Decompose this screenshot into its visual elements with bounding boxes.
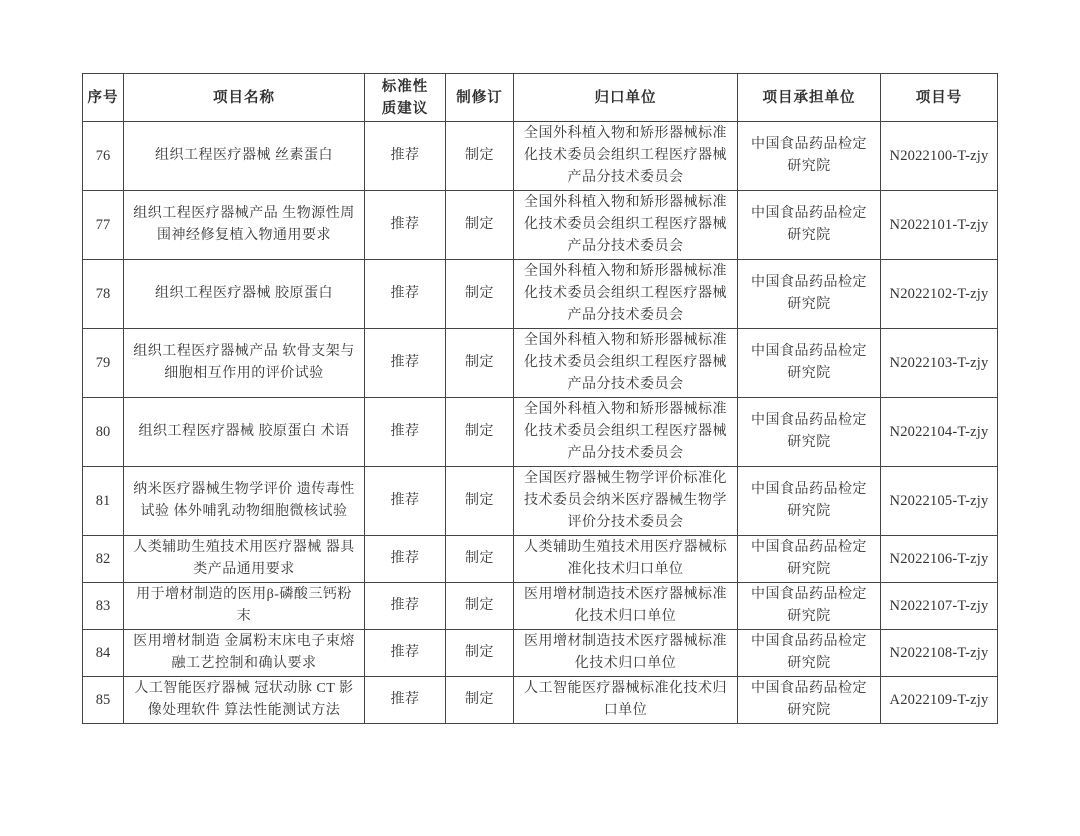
cell-standard-nature: 推荐 [365,630,446,677]
cell-centralized-unit: 全国外科植入物和矫形器械标准化技术委员会组织工程医疗器械产品分技术委员会 [514,398,738,467]
cell-centralized-unit: 人类辅助生殖技术用医疗器械标准化技术归口单位 [514,536,738,583]
cell-serial-number: 84 [83,630,124,677]
cell-revision-type: 制定 [446,122,514,191]
cell-project-name: 人类辅助生殖技术用医疗器械 器具类产品通用要求 [124,536,365,583]
cell-standard-nature: 推荐 [365,191,446,260]
table-row [83,260,998,329]
cell-undertaking-unit: 中国食品药品检定研究院 [738,191,881,260]
table-row [83,583,998,630]
cell-undertaking-unit: 中国食品药品检定研究院 [738,260,881,329]
cell-project-number: N2022108-T-zjy [881,630,998,677]
cell-centralized-unit: 医用增材制造技术医疗器械标准化技术归口单位 [514,630,738,677]
cell-serial-number: 80 [83,398,124,467]
cell-serial-number: 81 [83,467,124,536]
cell-standard-nature: 推荐 [365,122,446,191]
cell-project-name: 医用增材制造 金属粉末床电子束熔融工艺控制和确认要求 [124,630,365,677]
cell-project-name: 人工智能医疗器械 冠状动脉 CT 影像处理软件 算法性能测试方法 [124,677,365,724]
cell-serial-number: 77 [83,191,124,260]
cell-standard-nature: 推荐 [365,467,446,536]
column-header-serial: 序号 [83,74,124,122]
cell-undertaking-unit: 中国食品药品检定研究院 [738,398,881,467]
table-row [83,630,998,677]
cell-revision-type: 制定 [446,630,514,677]
cell-project-name: 组织工程医疗器械产品 软骨支架与细胞相互作用的评价试验 [124,329,365,398]
cell-revision-type: 制定 [446,467,514,536]
cell-revision-type: 制定 [446,191,514,260]
cell-serial-number: 83 [83,583,124,630]
cell-centralized-unit: 全国外科植入物和矫形器械标准化技术委员会组织工程医疗器械产品分技术委员会 [514,191,738,260]
column-header-centralized-unit: 归口单位 [514,74,738,122]
column-header-standard-nature: 标准性质建议 [365,74,446,122]
cell-revision-type: 制定 [446,329,514,398]
cell-centralized-unit: 全国医疗器械生物学评价标准化技术委员会纳米医疗器械生物学评价分技术委员会 [514,467,738,536]
cell-undertaking-unit: 中国食品药品检定研究院 [738,583,881,630]
cell-undertaking-unit: 中国食品药品检定研究院 [738,467,881,536]
cell-undertaking-unit: 中国食品药品检定研究院 [738,630,881,677]
cell-revision-type: 制定 [446,583,514,630]
cell-centralized-unit: 全国外科植入物和矫形器械标准化技术委员会组织工程医疗器械产品分技术委员会 [514,329,738,398]
cell-undertaking-unit: 中国食品药品检定研究院 [738,536,881,583]
cell-project-name: 纳米医疗器械生物学评价 遗传毒性试验 体外哺乳动物细胞微核试验 [124,467,365,536]
cell-project-name: 用于增材制造的医用β-磷酸三钙粉末 [124,583,365,630]
table-row [83,191,998,260]
cell-centralized-unit: 医用增材制造技术医疗器械标准化技术归口单位 [514,583,738,630]
cell-standard-nature: 推荐 [365,677,446,724]
table-row [83,536,998,583]
cell-project-name: 组织工程医疗器械 胶原蛋白 术语 [124,398,365,467]
cell-project-number: A2022109-T-zjy [881,677,998,724]
table-row [83,329,998,398]
column-header-undertaking-unit: 项目承担单位 [738,74,881,122]
cell-serial-number: 85 [83,677,124,724]
cell-project-number: N2022104-T-zjy [881,398,998,467]
header-row [83,74,998,122]
table-row [83,122,998,191]
cell-project-name: 组织工程医疗器械产品 生物源性周围神经修复植入物通用要求 [124,191,365,260]
table-row [83,467,998,536]
cell-standard-nature: 推荐 [365,398,446,467]
cell-project-number: N2022100-T-zjy [881,122,998,191]
cell-centralized-unit: 全国外科植入物和矫形器械标准化技术委员会组织工程医疗器械产品分技术委员会 [514,122,738,191]
cell-serial-number: 79 [83,329,124,398]
cell-undertaking-unit: 中国食品药品检定研究院 [738,122,881,191]
table-row [83,398,998,467]
standards-project-table [82,73,998,724]
column-header-project-number: 项目号 [881,74,998,122]
cell-revision-type: 制定 [446,398,514,467]
column-header-revision-type: 制修订 [446,74,514,122]
column-header-project-name: 项目名称 [124,74,365,122]
document-page [0,73,1080,836]
cell-revision-type: 制定 [446,677,514,724]
cell-project-name: 组织工程医疗器械 胶原蛋白 [124,260,365,329]
cell-revision-type: 制定 [446,260,514,329]
cell-centralized-unit: 人工智能医疗器械标准化技术归口单位 [514,677,738,724]
cell-undertaking-unit: 中国食品药品检定研究院 [738,677,881,724]
cell-project-number: N2022101-T-zjy [881,191,998,260]
cell-centralized-unit: 全国外科植入物和矫形器械标准化技术委员会组织工程医疗器械产品分技术委员会 [514,260,738,329]
cell-standard-nature: 推荐 [365,583,446,630]
cell-serial-number: 78 [83,260,124,329]
cell-serial-number: 82 [83,536,124,583]
cell-project-number: N2022106-T-zjy [881,536,998,583]
cell-undertaking-unit: 中国食品药品检定研究院 [738,329,881,398]
cell-revision-type: 制定 [446,536,514,583]
cell-project-number: N2022105-T-zjy [881,467,998,536]
cell-project-number: N2022102-T-zjy [881,260,998,329]
table-row [83,677,998,724]
cell-standard-nature: 推荐 [365,260,446,329]
cell-project-name: 组织工程医疗器械 丝素蛋白 [124,122,365,191]
cell-standard-nature: 推荐 [365,329,446,398]
cell-project-number: N2022103-T-zjy [881,329,998,398]
cell-project-number: N2022107-T-zjy [881,583,998,630]
cell-standard-nature: 推荐 [365,536,446,583]
cell-serial-number: 76 [83,122,124,191]
